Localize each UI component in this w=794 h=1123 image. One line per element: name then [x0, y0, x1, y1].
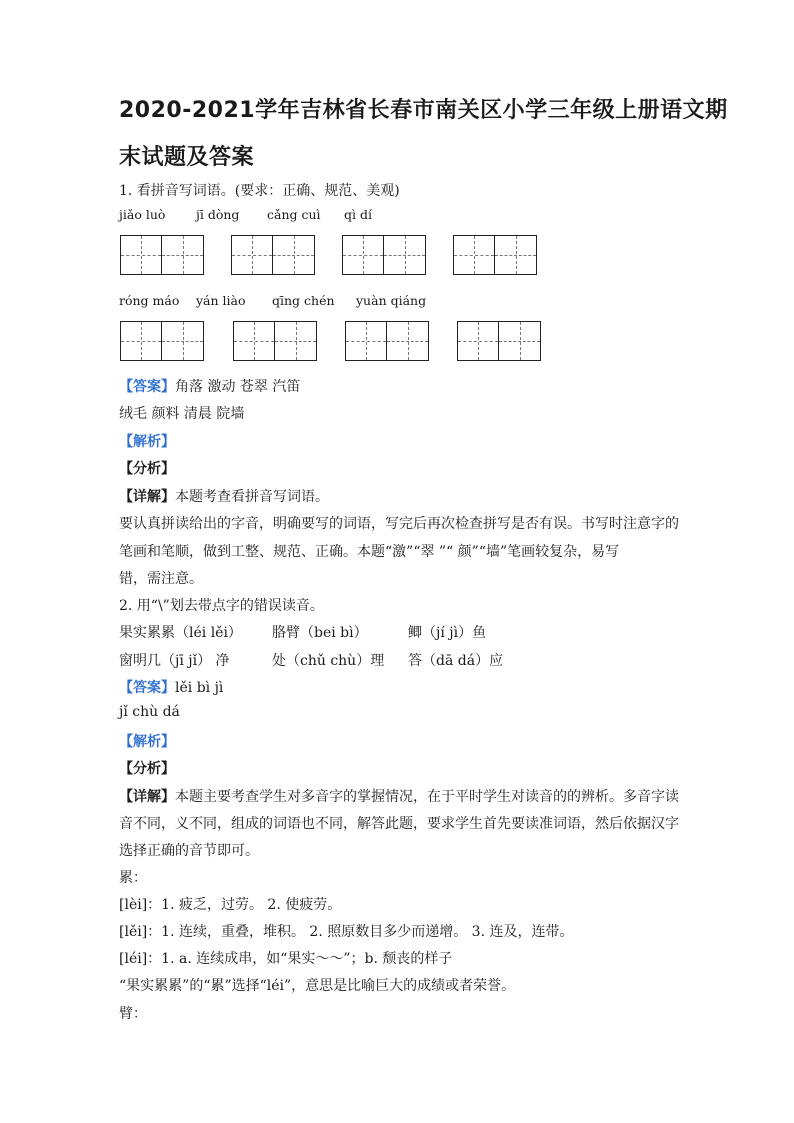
writing-grid[interactable]: [345, 321, 429, 361]
q1-para-line1: 要认真拼读给出的字音，明确要写的词语，写完后再次检查拼写是否有误。书写时注意字的: [119, 516, 679, 532]
q1-detail: [119, 486, 329, 506]
writing-grid[interactable]: [453, 235, 537, 275]
q1-fenxi-tag: 【分析】: [119, 461, 175, 477]
q2-detail-line2: 音不同，义不同，组成的词语也不同，解答此题，要求学生首先要读准词语，然后依据汉字: [119, 816, 679, 832]
q2-item-1-2: 胳臂（bei bì）: [272, 625, 368, 641]
q1-answer-line2: 绒毛 颜料 清晨 院墙: [119, 406, 245, 422]
writing-grid[interactable]: [342, 235, 426, 275]
lei-explanation: “果实累累”的“累”选择“léi”，意思是比喻巨大的成绩或者荣誉。: [119, 978, 516, 994]
answer-tag: 【答案】: [119, 379, 175, 395]
writing-grid[interactable]: [457, 321, 541, 361]
pinyin-1-2: jī dòng: [196, 207, 240, 222]
q1-analysis-tag: 【解析】: [119, 434, 175, 450]
q2-answer-line2: jǐ chù dá: [119, 704, 180, 720]
pinyin-1-4: qì dí: [344, 207, 372, 222]
pinyin-2-3: qīng chén: [272, 293, 335, 308]
q2-detail-line1: [119, 786, 679, 806]
q2-item-2-1: 窗明几（jī jǐ） 净: [119, 653, 230, 669]
q2-fenxi-tag: 【分析】: [119, 761, 175, 777]
q2-detail-line3: 选择正确的音节即可。: [119, 843, 259, 859]
pinyin-1-1: jiǎo luò: [119, 207, 166, 222]
q1-answer-line1: [119, 376, 300, 396]
detail-tag: 【详解】: [119, 489, 175, 505]
q2-item-1-3: 鲫（jí jì）鱼: [408, 625, 487, 641]
page-title-line2: 末试题及答案: [119, 145, 255, 170]
page-title-line1: 2020-2021学年吉林省长春市南关区小学三年级上册语文期: [119, 98, 728, 123]
answer-text: lěi bì jì: [175, 680, 224, 696]
bi-heading: 臂：: [119, 1006, 147, 1022]
pinyin-1-3: cǎng cuì: [267, 207, 321, 222]
q1-para-line3: 错，需注意。: [119, 571, 203, 587]
lei-def-2: [lěi]：1. 连续，重叠，堆积。 2. 照原数目多少而递增。 3. 连及，连带。: [119, 924, 574, 940]
answer-text: 角落 激动 苍翠 汽笛: [175, 379, 301, 395]
writing-grid[interactable]: [233, 321, 317, 361]
detail-tag: 【详解】: [119, 789, 175, 805]
q2-item-2-3: 答（dā dá）应: [408, 653, 504, 669]
q2-answer-line1: [119, 677, 223, 697]
pinyin-2-2: yán liào: [196, 293, 246, 308]
question-1-prompt: 1. 看拼音写词语。(要求：正确、规范、美观): [119, 183, 400, 199]
lei-def-3: [léi]：1. a. 连续成串，如“果实～～”；b. 颓丧的样子: [119, 951, 453, 967]
lei-heading: 累：: [119, 870, 147, 886]
writing-grid[interactable]: [120, 321, 204, 361]
writing-grid[interactable]: [120, 235, 204, 275]
pinyin-2-4: yuàn qiáng: [356, 293, 427, 308]
answer-tag: 【答案】: [119, 680, 175, 696]
detail-text: 本题主要考查学生对多音字的掌握情况，在于平时学生对读音的的辨析。多音字读: [175, 789, 679, 805]
q1-para-line2: 笔画和笔顺，做到工整、规范、正确。本题“激”“翠 ”“ 颜”“墙”笔画较复杂，易写: [119, 544, 620, 560]
pinyin-2-1: róng máo: [119, 293, 180, 308]
q2-analysis-tag: 【解析】: [119, 734, 175, 750]
question-2-prompt: 2. 用“\”划去带点字的错误读音。: [119, 598, 324, 614]
q2-item-2-2: 处（chǔ chù）理: [272, 653, 385, 669]
q2-item-1-1: 果实累累（léi lěi）: [119, 625, 242, 641]
writing-grid[interactable]: [231, 235, 315, 275]
detail-text: 本题考查看拼音写词语。: [175, 489, 329, 505]
lei-def-1: [lèi]：1. 疲乏，过劳。 2. 使疲劳。: [119, 897, 342, 913]
